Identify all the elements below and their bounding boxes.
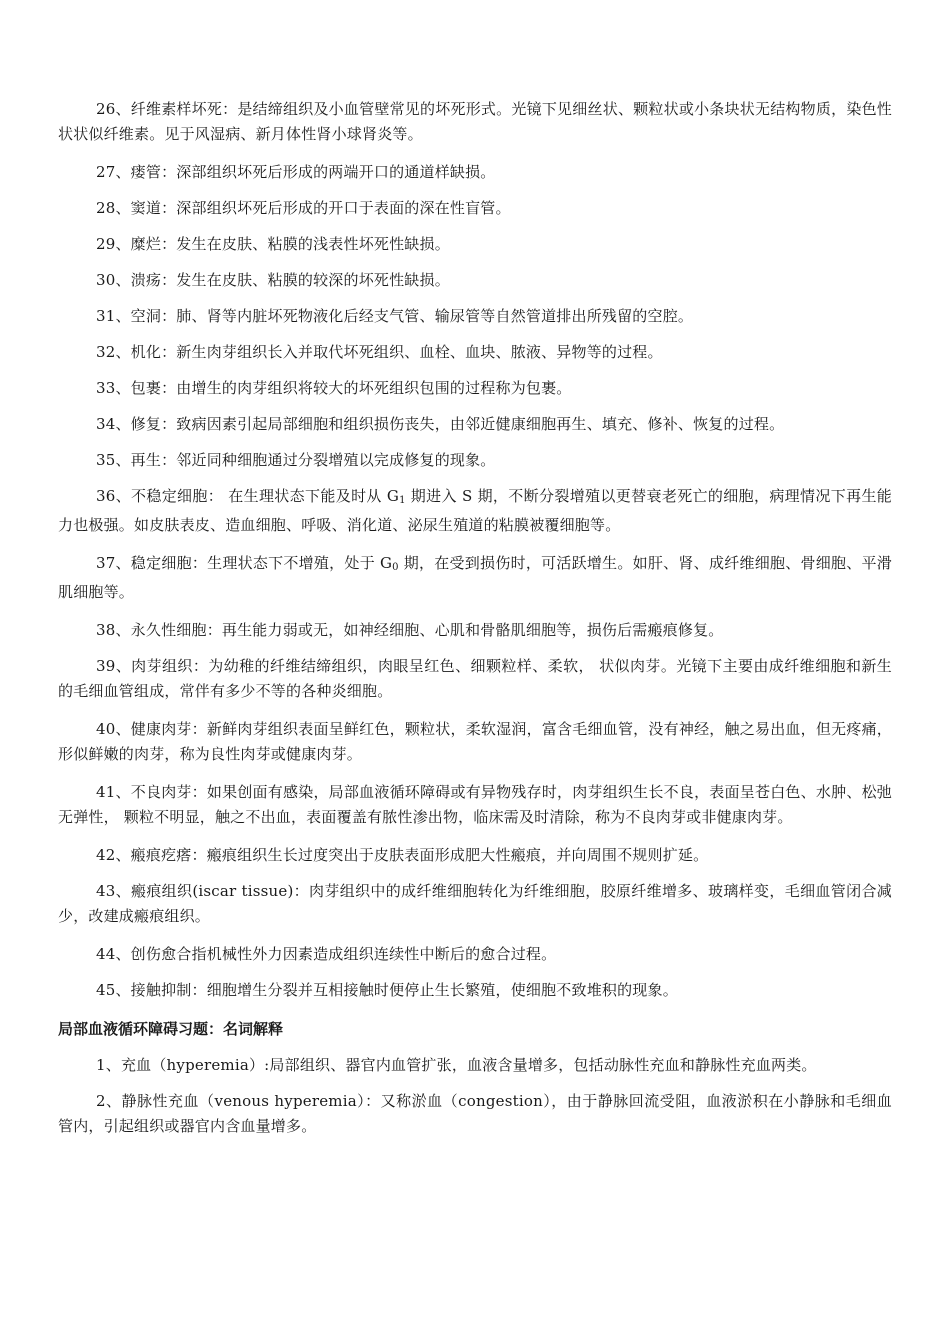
term-35-regeneration: 35、再生：邻近同种细胞通过分裂增殖以完成修复的现象。 <box>96 451 496 469</box>
term-36-text-before: 36、不稳定细胞： 在生理状态下能及时从 G <box>96 487 400 505</box>
term-32-organization: 32、机化：新生肉芽组织长入并取代坏死组织、血栓、血块、脓液、异物等的过程。 <box>96 343 663 361</box>
term-37-subscript: 0 <box>392 562 399 573</box>
term-39-granulation-tissue: 39、肉芽组织：为幼稚的纤维结缔组织，肉眼呈红色、细颗粒样、柔软， 状似肉芽。光镜下主要由成纤维细胞和新生的毛细血管组成，常伴有多少不等的各种炎细胞。 <box>58 657 892 700</box>
term-45-contact-inhibition: 45、接触抑制：细胞增生分裂并互相接触时便停止生长繁殖，使细胞不致堆积的现象。 <box>96 981 678 999</box>
term-37-text-before: 37、稳定细胞：生理状态下不增殖，处于 G <box>96 554 393 572</box>
term-27-fistula: 27、瘘管：深部组织坏死后形成的两端开口的通道样缺损。 <box>96 163 496 181</box>
term-1-hyperemia: 1、充血（hyperemia）:局部组织、器官内血管扩张，血液含量增多，包括动脉性充血和静脉性充血两类。 <box>96 1056 817 1074</box>
term-26-fibrinoid-necrosis: 26、纤维素样坏死：是结缔组织及小血管壁常见的坏死形式。光镜下见细丝状、颗粒状或小条块状无结构物质，染色性状状似纤维素。见于风湿病、新月体性肾小球肾炎等。 <box>58 100 892 143</box>
term-34-repair: 34、修复：致病因素引起局部细胞和组织损伤丧失，由邻近健康细胞再生、填充、修补、恢复的过程。 <box>96 415 785 433</box>
term-29-erosion: 29、糜烂：发生在皮肤、粘膜的浅表性坏死性缺损。 <box>96 235 450 253</box>
term-42-keloid: 42、瘢痕疙瘩：瘢痕组织生长过度突出于皮肤表面形成肥大性瘢痕，并向周围不规则扩延。 <box>96 846 709 864</box>
term-28-sinus: 28、窦道：深部组织坏死后形成的开口于表面的深在性盲管。 <box>96 199 511 217</box>
term-33-encapsulation: 33、包裹：由增生的肉芽组织将较大的坏死组织包围的过程称为包裹。 <box>96 379 572 397</box>
term-40-healthy-granulation: 40、健康肉芽：新鲜肉芽组织表面呈鲜红色，颗粒状，柔软湿润，富含毛细血管，没有神经，触之易出血，但无疼痛，形似鲜嫩的肉芽，称为良性肉芽或健康肉芽。 <box>58 720 892 763</box>
term-31-cavity: 31、空洞：肺、肾等内脏坏死物液化后经支气管、输尿管等自然管道排出所残留的空腔。 <box>96 307 694 325</box>
document-page <box>58 97 892 1152</box>
term-36-subscript: 1 <box>399 495 406 506</box>
term-43-scar-tissue: 43、瘢痕组织(iscar tissue)：肉芽组织中的成纤维细胞转化为纤维细胞，胶原纤维增多、玻璃样变，毛细血管闭合减少，改建成瘢痕组织。 <box>58 882 892 925</box>
term-36-labile-cells <box>58 484 892 538</box>
term-41-unhealthy-granulation: 41、不良肉芽：如果创面有感染，局部血液循环障碍或有异物残存时，肉芽组织生长不良，表面呈苍白色、水肿、松弛无弹性， 颗粒不明显，触之不出血，表面覆盖有脓性渗出物，临床需及时清除，称为不良肉芽或非健康肉芽。 <box>58 783 892 826</box>
term-37-text-after: 期，在受到损伤时，可活跃增生。如肝、肾、成纤维细胞、骨细胞、平滑肌细胞等。 <box>58 554 892 601</box>
term-36-text-after: 期进入 S 期，不断分裂增殖以更替衰老死亡的细胞，病理情况下再生能力也极强。如皮肤表皮、造血细胞、呼吸、消化道、泌尿生殖道的粘膜被覆细胞等。 <box>58 487 892 534</box>
term-38-permanent-cells: 38、永久性细胞：再生能力弱或无，如神经细胞、心肌和骨骼肌细胞等，损伤后需瘢痕修复。 <box>96 621 724 639</box>
term-44-wound-healing: 44、创伤愈合指机械性外力因素造成组织连续性中断后的愈合过程。 <box>96 945 557 963</box>
term-2-venous-hyperemia: 2、静脉性充血（venous hyperemia）：又称淤血（congestion），由于静脉回流受阻，血液淤积在小静脉和毛细血管内，引起组织或器官内含血量增多。 <box>58 1092 892 1135</box>
term-37-stable-cells <box>58 551 892 605</box>
section-heading: 局部血液循环障碍习题：名词解释 <box>58 1020 284 1038</box>
term-30-ulcer: 30、溃疡：发生在皮肤、粘膜的较深的坏死性缺损。 <box>96 271 450 289</box>
